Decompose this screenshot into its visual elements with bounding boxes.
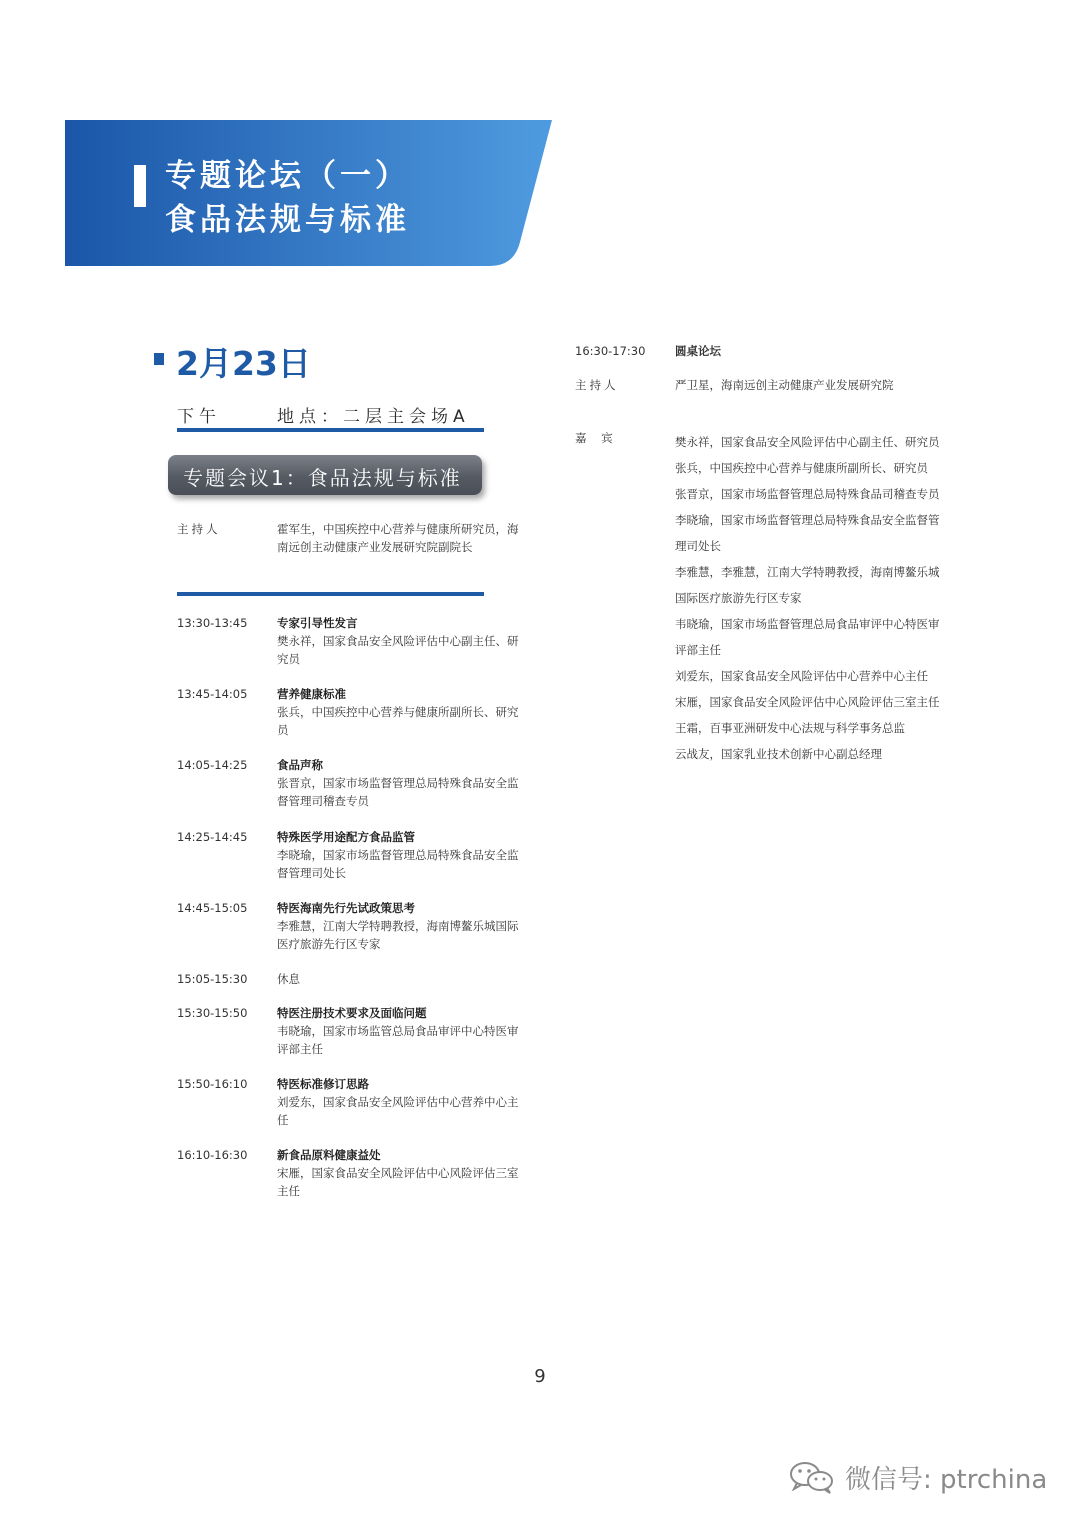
schedule-speaker: 李雅慧，江南大学特聘教授，海南博鳌乐城国际医疗旅游先行区专家	[277, 919, 519, 951]
schedule-speaker: 樊永祥，国家食品安全风险评估中心副主任、研究员	[277, 634, 519, 666]
schedule-speaker: 李晓瑜，国家市场监督管理总局特殊食品安全监督管理司处长	[277, 848, 519, 880]
date-heading: 2月23日	[176, 344, 311, 383]
banner-title-line1: 专题论坛（一）	[165, 158, 410, 194]
host-text: 霍军生，中国疾控中心营养与健康所研究员，海南远创主动健康产业发展研究院副院长	[277, 522, 519, 554]
schedule-time: 15:50-16:10	[177, 1077, 248, 1091]
wechat-icon	[788, 1460, 836, 1496]
guest-line: 张晋京，国家市场监督管理总局特殊食品司稽查专员	[675, 487, 940, 501]
guest-line: 李雅慧，李雅慧，江南大学特聘教授，海南博鳌乐城	[675, 565, 940, 579]
guest-line: 王霜，百事亚洲研发中心法规与科学事务总监	[675, 721, 905, 735]
schedule-time: 16:10-16:30	[177, 1148, 248, 1162]
guest-line: 评部主任	[675, 643, 721, 657]
schedule-topic: 专家引导性发言	[277, 616, 358, 630]
schedule-topic: 特医标准修订思路	[277, 1077, 369, 1091]
page-number: 9	[534, 1366, 546, 1387]
schedule-topic: 特医海南先行先试政策思考	[277, 901, 415, 915]
session-title: 专题会议1：食品法规与标准	[183, 466, 462, 490]
schedule-speaker: 韦晓瑜，国家市场监管总局食品审评中心特医审评部主任	[277, 1024, 519, 1056]
schedule-time: 13:30-13:45	[177, 616, 248, 630]
schedule-speaker: 张兵，中国疾控中心营养与健康所副所长、研究员	[277, 705, 519, 737]
watermark-text: 微信号: ptrchina	[845, 1465, 1048, 1495]
roundtable-guest-list	[675, 429, 950, 767]
guest-line: 宋雁，国家食品安全风险评估中心风险评估三室主任	[675, 695, 940, 709]
period-label: 下午	[177, 407, 221, 427]
date-bullet	[154, 353, 164, 365]
banner-title-line2: 食品法规与标准	[165, 202, 410, 238]
roundtable-host-label: 主持人	[575, 378, 619, 392]
location-label: 地点：二层主会场A	[277, 407, 470, 427]
divider-rule	[177, 428, 484, 432]
roundtable-host: 严卫星，海南远创主动健康产业发展研究院	[675, 378, 894, 392]
schedule-time: 14:25-14:45	[177, 830, 248, 844]
guest-line: 云战友，国家乳业技术创新中心副总经理	[675, 747, 882, 761]
schedule-time: 14:45-15:05	[177, 901, 248, 915]
guest-line: 刘爱东，国家食品安全风险评估中心营养中心主任	[675, 669, 928, 683]
schedule-break: 休息	[277, 972, 300, 986]
guest-line: 理司处长	[675, 539, 721, 553]
schedule-topic: 营养健康标准	[277, 687, 346, 701]
schedule-topic: 新食品原料健康益处	[277, 1148, 381, 1162]
roundtable-title: 圆桌论坛	[675, 344, 721, 358]
schedule-time: 15:05-15:30	[177, 972, 248, 986]
roundtable-time: 16:30-17:30	[575, 344, 646, 358]
guest-line: 国际医疗旅游先行区专家	[675, 591, 802, 605]
guest-line: 李晓瑜，国家市场监督管理总局特殊食品安全监督管	[675, 513, 940, 527]
schedule-speaker: 宋雁，国家食品安全风险评估中心风险评估三室主任	[277, 1166, 519, 1198]
schedule-time: 13:45-14:05	[177, 687, 248, 701]
guests-label-text: 嘉 宾	[575, 431, 613, 445]
schedule-speaker: 张晋京，国家市场监督管理总局特殊食品安全监督管理司稽查专员	[277, 776, 519, 808]
guest-line: 张兵，中国疾控中心营养与健康所副所长、研究员	[675, 461, 928, 475]
guest-line: 樊永祥，国家食品安全风险评估中心副主任、研究员	[675, 435, 940, 449]
schedule-topic: 特殊医学用途配方食品监管	[277, 830, 415, 844]
guest-line: 韦晓瑜，国家市场监督管理总局食品审评中心特医审	[675, 617, 940, 631]
schedule-time: 15:30-15:50	[177, 1006, 248, 1020]
host-label: 主持人	[177, 522, 221, 536]
roundtable-guests-label	[575, 429, 613, 447]
divider-rule	[177, 592, 484, 596]
banner-accent-bar	[134, 165, 146, 207]
schedule-topic: 食品声称	[277, 758, 323, 772]
schedule-speaker: 刘爱东，国家食品安全风险评估中心营养中心主任	[277, 1095, 519, 1127]
schedule-time: 14:05-14:25	[177, 758, 248, 772]
schedule-topic: 特医注册技术要求及面临问题	[277, 1006, 427, 1020]
